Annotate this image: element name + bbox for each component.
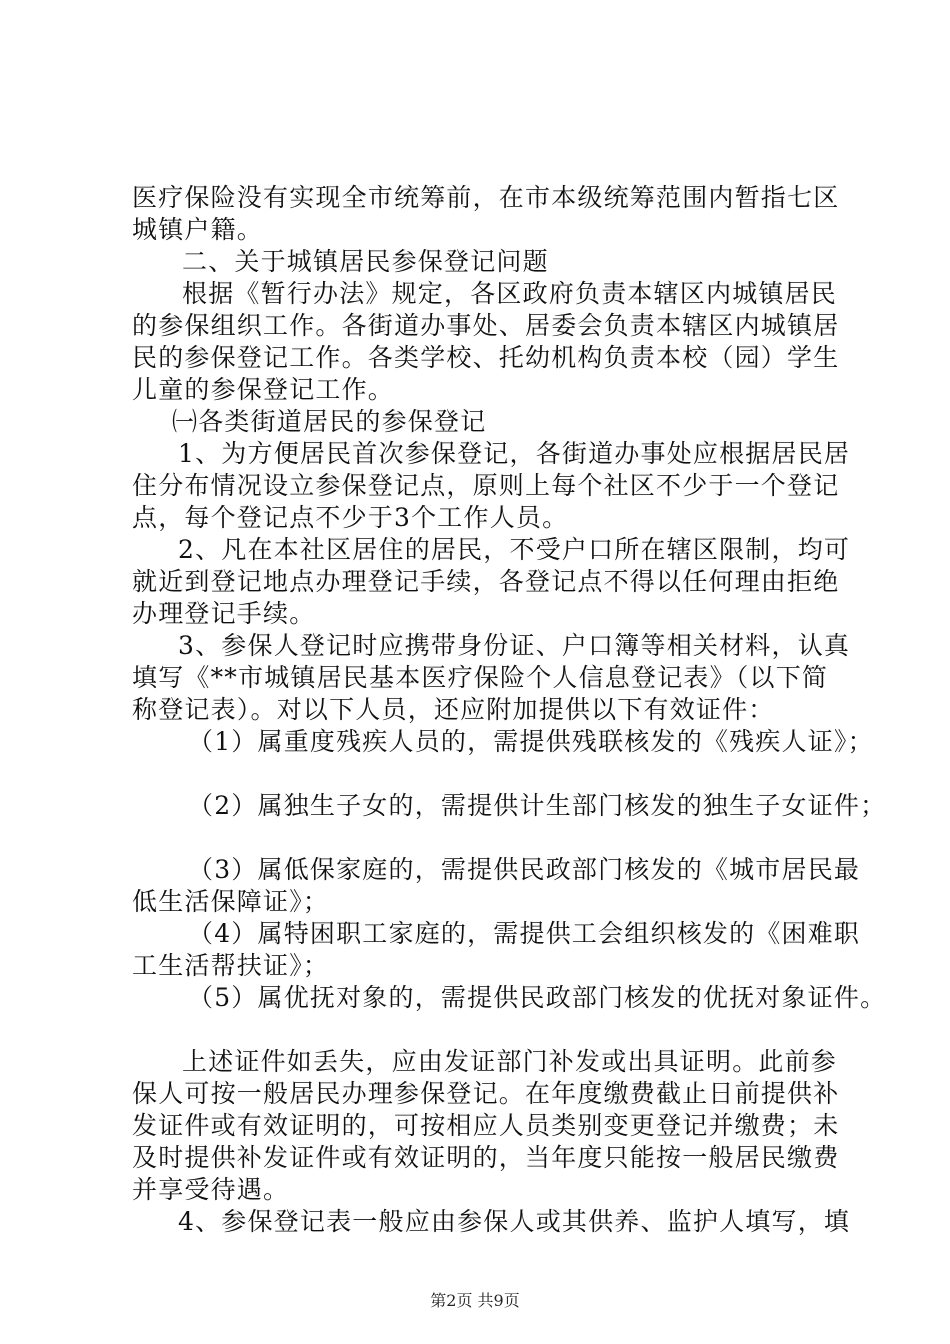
text-line: 城镇户籍。 [132, 215, 264, 244]
list-item: （5）属优抚对象的，需提供民政部门核发的优抚对象证件。 [188, 983, 887, 1012]
text-line: 办理登记手续。 [132, 599, 316, 628]
subsection-heading: ㈠各类街道居民的参保登记 [172, 407, 487, 436]
text-line: 保人可按一般居民办理参保登记。在年度缴费截止日前提供补 [132, 1079, 840, 1108]
text-line: 及时提供补发证件或有效证明的，当年度只能按一般居民缴费 [132, 1143, 840, 1172]
text-line: 的参保组织工作。各街道办事处、居委会负责本辖区内城镇居 [132, 311, 840, 340]
list-item: （1）属重度残疾人员的，需提供残联核发的《残疾人证》； [188, 727, 874, 756]
text-line: 2、凡在本社区居住的居民，不受户口所在辖区限制，均可 [178, 535, 851, 564]
text-line: 民的参保登记工作。各类学校、托幼机构负责本校（园）学生 [132, 343, 840, 372]
text-line: 根据《暂行办法》规定，各区政府负责本辖区内城镇居民 [182, 279, 838, 308]
text-line: 工生活帮扶证》； [132, 951, 330, 980]
text-line: 3、参保人登记时应携带身份证、户口簿等相关材料，认真 [178, 631, 851, 660]
text-line: 低生活保障证》； [132, 887, 330, 916]
text-line: 上述证件如丢失，应由发证部门补发或出具证明。此前参 [182, 1047, 838, 1076]
text-line: 称登记表）。对以下人员，还应附加提供以下有效证件： [132, 695, 775, 724]
text-line: 儿童的参保登记工作。 [132, 375, 395, 404]
list-item: （4）属特困职工家庭的，需提供工会组织核发的《困难职 [188, 919, 861, 948]
text-line: 并享受待遇。 [132, 1175, 290, 1204]
text-line: 填写《**市城镇居民基本医疗保险个人信息登记表》（以下简 [132, 663, 829, 692]
text-line: 医疗保险没有实现全市统筹前，在市本级统筹范围内暂指七区 [132, 183, 840, 212]
text-line: 1、为方便居民首次参保登记，各街道办事处应根据居民居 [178, 439, 851, 468]
text-line: 4、参保登记表一般应由参保人或其供养、监护人填写，填 [178, 1207, 851, 1236]
text-line: 点，每个登记点不少于3个工作人员。 [132, 503, 569, 532]
text-line: 就近到登记地点办理登记手续，各登记点不得以任何理由拒绝 [132, 567, 840, 596]
list-item: （2）属独生子女的，需提供计生部门核发的独生子女证件； [188, 791, 887, 820]
page-footer: 第2页 共9页 [430, 1291, 520, 1310]
text-line: 住分布情况设立参保登记点，原则上每个社区不少于一个登记 [132, 471, 840, 500]
section-heading: 二、关于城镇居民参保登记问题 [182, 247, 549, 276]
list-item: （3）属低保家庭的，需提供民政部门核发的《城市居民最 [188, 855, 861, 884]
text-line: 发证件或有效证明的，可按相应人员类别变更登记并缴费；未 [132, 1111, 840, 1140]
